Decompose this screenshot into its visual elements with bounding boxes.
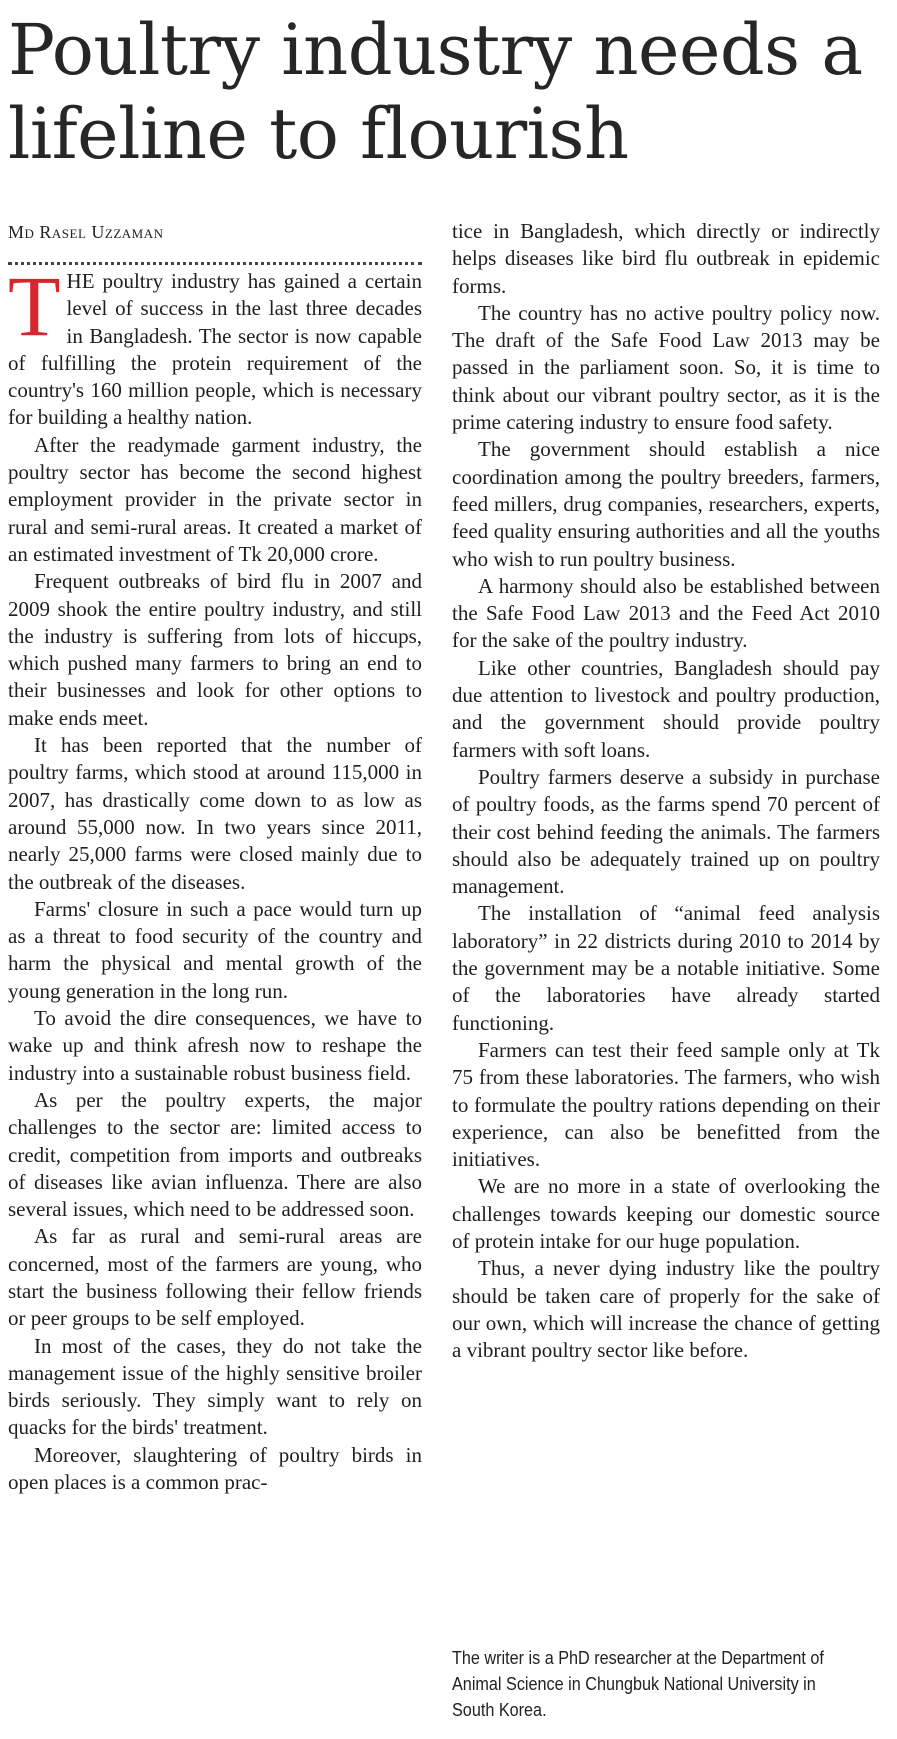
article-paragraph: As per the poultry experts, the major challenges to the sector are: limited access to credit, competition from imports and outbreaks of diseases like avian influenza. There are also several issues, which need to be addressed soon. — [8, 1087, 422, 1222]
article-column-right — [452, 218, 880, 1364]
byline-divider — [8, 262, 422, 265]
article-paragraph: Farms' closure in such a pace would turn up as a threat to food security of the country and harm the physical and mental growth of the young generation in the long run. — [8, 896, 422, 1003]
article-paragraph: As far as rural and semi-rural areas are concerned, most of the farmers are young, who start the business following their fellow friends or peer groups to be self employed. — [8, 1224, 422, 1331]
article-paragraph: Like other countries, Bangladesh should pay due attention to livestock and poultry production, and the government should provide poultry farmers with soft loans. — [452, 655, 880, 762]
article-paragraph: tice in Bangladesh, which directly or indirectly helps diseases like bird flu outbreak in epidemic forms. — [452, 219, 880, 298]
article-paragraph: A harmony should also be established between the Safe Food Law 2013 and the Feed Act 2010 for the sake of the poultry industry. — [452, 573, 880, 653]
article-paragraph: It has been reported that the number of poultry farms, which stood at around 115,000 in 2007, has drastically come down to as low as around 55,000 now. In two years since 2011, nearly 25,000 farms were closed mainly due to the outbreak of the diseases. — [8, 733, 422, 894]
article-paragraph: The installation of “animal feed analysis laboratory” in 22 districts during 2010 to 2014 by the government may be a notable initiative. Some of the laboratories have already started functioning. — [452, 901, 880, 1035]
author-note: The writer is a PhD researcher at the Department of Animal Science in Chungbuk National University in South Korea. — [452, 1648, 824, 1720]
paragraph-text: HE poultry industry has gained a certain level of success in the last three decades in Bangladesh. The sector is now capable of fulfilling the protein requirement of the country's 160 million people, which is necessary for building a healthy nation. — [8, 269, 422, 430]
article-paragraph: Farmers can test their feed sample only at Tk 75 from these laboratories. The farmers, who wish to formulate the poultry rations depending on their experience, can also be benefitted from the initiatives. — [452, 1037, 880, 1172]
byline: Md Rasel Uzzaman — [8, 222, 164, 242]
article-paragraph: We are no more in a state of overlooking the challenges towards keeping our domestic source of protein intake for our huge population. — [452, 1174, 880, 1253]
headline: Poultry industry needs a lifeline to flourish — [8, 9, 863, 175]
article-paragraph: The country has no active poultry policy now. The draft of the Safe Food Law 2013 may be passed in the parliament soon. So, it is time to think about our vibrant poultry sector, as it is the prime catering industry to ensure food safety. — [452, 300, 880, 435]
article-column-left — [8, 258, 422, 1496]
article-paragraph — [8, 258, 422, 432]
drop-cap: T — [8, 258, 61, 354]
article-paragraph: After the readymade garment industry, the poultry sector has become the second highest employment provider in the private sector in rural and semi-rural areas. It created a market of an estimated investment of Tk 20,000 crore. — [8, 432, 422, 566]
article-paragraph: In most of the cases, they do not take the management issue of the highly sensitive broiler birds seriously. They simply want to rely on quacks for the birds' treatment. — [8, 1333, 422, 1440]
article-paragraph: Thus, a never dying industry like the poultry should be taken care of properly for the sake of our own, which will increase the chance of getting a vibrant poultry sector like before. — [452, 1256, 880, 1363]
article-paragraph: Poultry farmers deserve a subsidy in purchase of poultry foods, as the farms spend 70 percent of their cost behind feeding the animals. The farmers should also be adequately trained up on poultry management. — [452, 764, 880, 899]
article-paragraph: Frequent outbreaks of bird flu in 2007 and 2009 shook the entire poultry industry, and still the industry is suffering from lots of hiccups, which pushed many farmers to bring an end to their businesses and look for other options to make ends meet. — [8, 569, 422, 730]
article-paragraph: The government should establish a nice coordination among the poultry breeders, farmers, feed millers, drug companies, researchers, experts, feed quality ensuring authorities and all the youths who wish to run poultry business. — [452, 437, 880, 571]
article-paragraph: Moreover, slaughtering of poultry birds in open places is a common prac- — [8, 1442, 422, 1495]
article-paragraph: To avoid the dire consequences, we have to wake up and think afresh now to reshape the industry into a sustainable robust business field. — [8, 1006, 422, 1085]
